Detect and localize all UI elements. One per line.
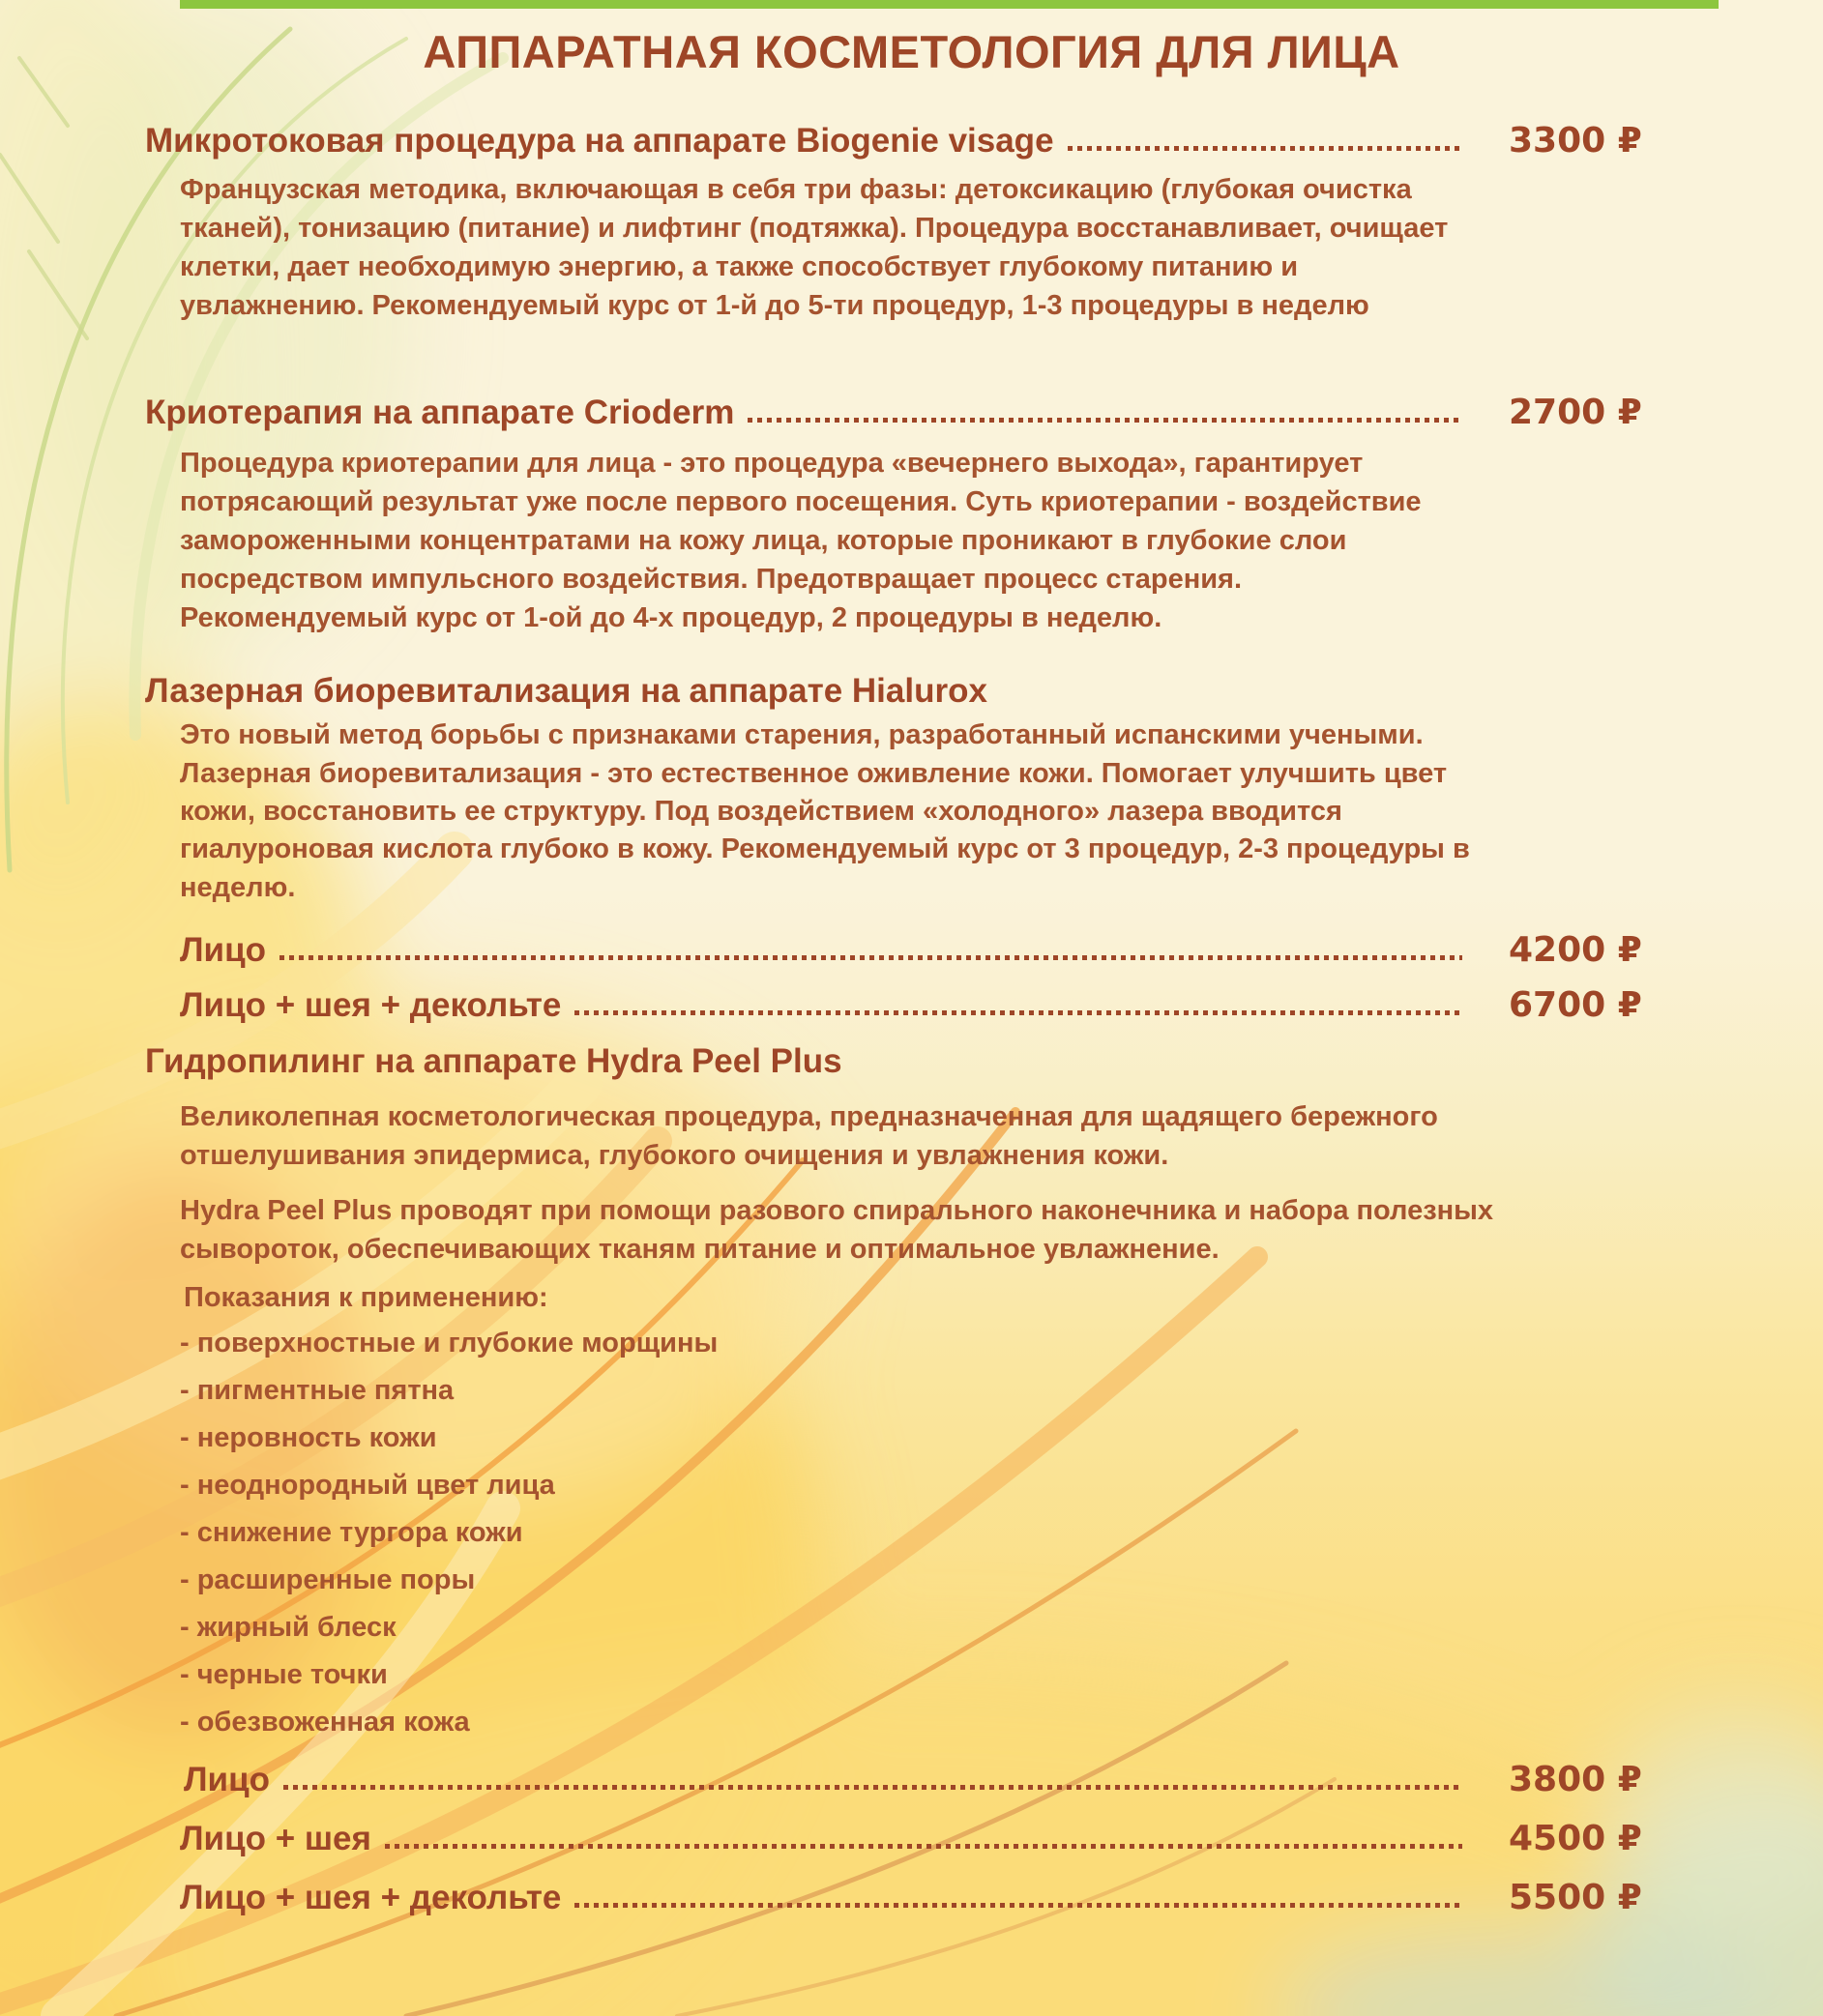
dotted-leader xyxy=(283,1784,1462,1790)
service-heading-row xyxy=(145,672,1678,711)
indication-item: - расширенные поры xyxy=(180,1563,476,1595)
price-row xyxy=(145,1819,1678,1858)
service-heading: Криотерапия на аппарате Crioderm xyxy=(145,394,735,432)
service-heading-row xyxy=(145,121,1678,161)
top-accent-bar xyxy=(180,0,1719,9)
service-price: 2700 ₽ xyxy=(1509,393,1642,433)
dotted-leader xyxy=(574,1009,1462,1015)
dotted-leader xyxy=(279,954,1462,960)
service-heading: Лазерная биоревитализация на аппарате Hialurox xyxy=(145,672,987,711)
price-row-label: Лицо xyxy=(184,1760,270,1798)
price-row-price: 6700 ₽ xyxy=(1509,985,1642,1026)
indication-item: - жирный блеск xyxy=(180,1611,397,1643)
price-row xyxy=(145,1760,1678,1799)
dotted-leader xyxy=(385,1843,1462,1849)
dotted-leader xyxy=(748,417,1462,423)
service-heading: Микротоковая процедура на аппарате Biogenie visage xyxy=(145,122,1054,160)
indication-item: - неоднородный цвет лица xyxy=(180,1469,555,1501)
indication-item: - неровность кожи xyxy=(180,1421,437,1453)
service-price: 3300 ₽ xyxy=(1509,121,1642,161)
service-section-cryotherapy xyxy=(145,393,1678,637)
indication-item: - черные точки xyxy=(180,1658,388,1690)
service-heading-row xyxy=(145,393,1678,432)
service-heading: Гидропилинг на аппарате Hydra Peel Plus xyxy=(145,1042,842,1081)
dotted-leader xyxy=(574,1902,1462,1908)
service-description: Это новый метод борьбы с признаками старения, разработанный испанскими учеными. Лазерная биоревитализация - это естественное оживление кожи. Помогает улучшить цвет кожи, восстановить ее структуру. Под воздействием «холодного» лазера вводится гиалуроновая кислота глубоко в кожу. Рекомендуемый курс от 3 процедур, 2-3 процедуры в неделю. xyxy=(180,719,1470,903)
indications-list xyxy=(180,1327,1678,1740)
service-section-hydropeeling xyxy=(145,1042,1678,1916)
page-title: АППАРАТНАЯ КОСМЕТОЛОГИЯ ДЛЯ ЛИЦА xyxy=(423,26,1400,77)
price-list-content xyxy=(0,25,1823,1917)
indication-item: - поверхностные и глубокие морщины xyxy=(180,1328,719,1359)
price-row-price: 5500 ₽ xyxy=(1509,1877,1642,1917)
service-description: Процедура криотерапии для лица - это процедура «вечернего выхода», гарантирует потрясающий результат уже после первого посещения. Суть криотерапии - воздействие замороженными концентратами на кожу лица, которые проникают в глубокие слои посредством импульсного воздействия. Предотвращает процесс старения. Рекомендуемый курс от 1-ой до 4-х процедур, 2 процедуры в неделю. xyxy=(180,448,1422,634)
service-section-laser-biorevitalization xyxy=(145,672,1678,1025)
price-row-label: Лицо + шея + декольте xyxy=(180,1878,562,1916)
price-row xyxy=(145,1878,1678,1917)
price-row-price: 4500 ₽ xyxy=(1509,1818,1642,1858)
indications-title: Показания к применению: xyxy=(184,1282,548,1314)
indication-item: - пигментные пятна xyxy=(180,1375,455,1407)
indication-item: - обезвоженная кожа xyxy=(180,1706,470,1738)
price-row-label: Лицо + шея xyxy=(180,1819,371,1857)
service-paragraph: Hydra Peel Plus проводят при помощи разового спирального наконечника и набора полезных сывороток, обеспечивающих тканям питание и оптимальное увлажнение. xyxy=(180,1195,1494,1265)
price-row-label: Лицо + шея + декольте xyxy=(180,986,562,1025)
price-row-price: 3800 ₽ xyxy=(1509,1759,1642,1799)
service-heading-row xyxy=(145,1042,1678,1081)
price-row xyxy=(145,930,1678,970)
price-row xyxy=(145,985,1678,1025)
service-description: Французская методика, включающая в себя три фазы: детоксикацию (глубокая очистка тканей), тонизацию (питание) и лифтинг (подтяжка). Процедура восстанавливает, очищает клетки, дает необходимую энергию, а также способствует глубокому питанию и увлажнению. Рекомендуемый курс от 1-й до 5-ти процедур, 1-3 процедуры в неделю xyxy=(180,174,1449,322)
price-row-label: Лицо xyxy=(180,931,266,970)
dotted-leader xyxy=(1068,145,1462,151)
service-section-microcurrent xyxy=(145,121,1678,325)
indication-item: - снижение тургора кожи xyxy=(180,1516,523,1548)
service-paragraph: Великолепная косметологическая процедура, предназначенная для щадящего бережного отшелушивания эпидермиса, глубокого очищения и увлажнения кожи. xyxy=(180,1101,1438,1171)
price-row-price: 4200 ₽ xyxy=(1509,930,1642,971)
